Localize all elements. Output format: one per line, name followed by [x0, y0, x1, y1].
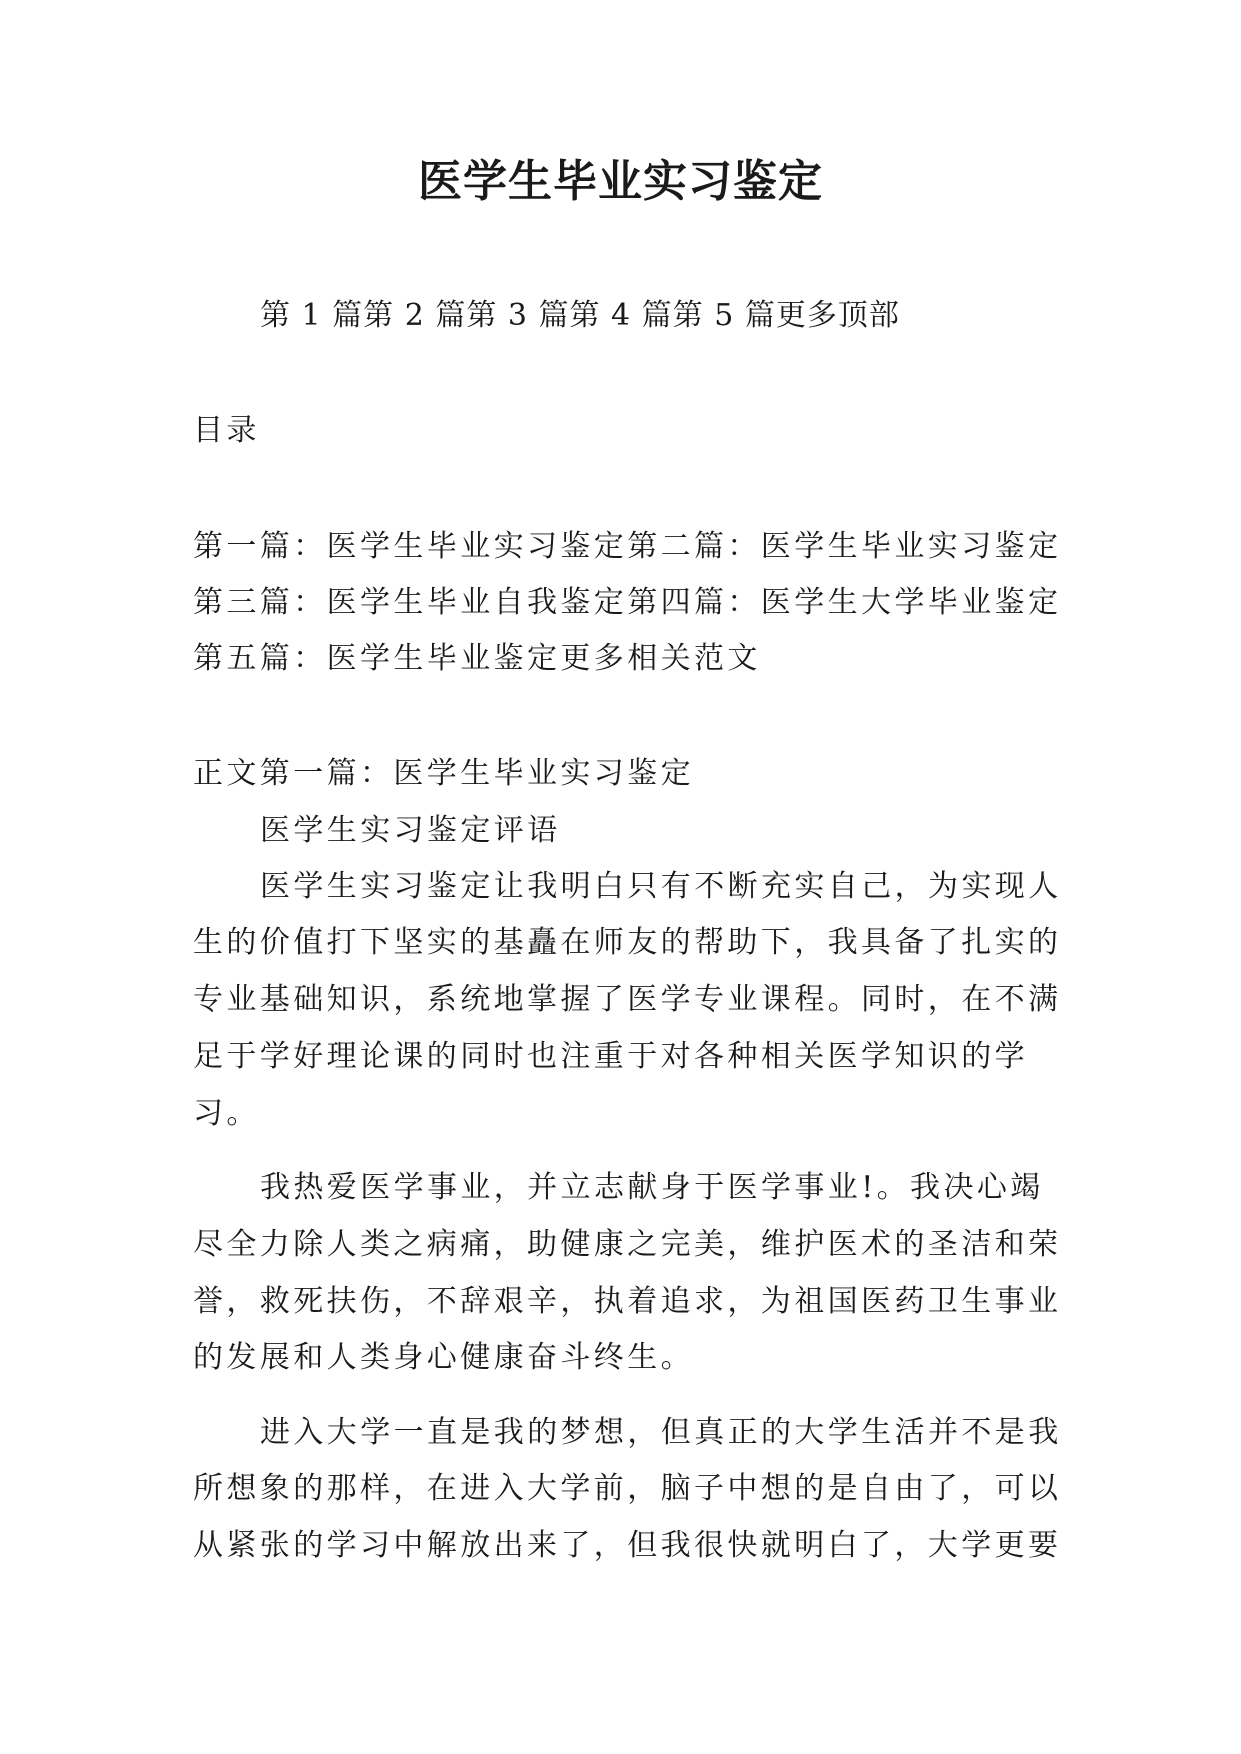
body-line: 生的价值打下坚实的基矗在师友的帮助下，我具备了扎实的: [193, 925, 1062, 960]
section-heading: 正文第一篇：医学生毕业实习鉴定: [193, 756, 694, 791]
nav-link-part-4[interactable]: 第 4 篇: [569, 298, 673, 333]
nav-link-part-2[interactable]: 第 2 篇: [363, 298, 467, 333]
nav-link-part-1[interactable]: 第 1 篇: [260, 298, 364, 333]
toc-heading: 目录: [193, 413, 260, 448]
body-line: 我热爱医学事业，并立志献身于医学事业!。我决心竭: [260, 1170, 1044, 1205]
nav-link-top[interactable]: 顶部: [837, 298, 900, 333]
toc-line: 第一篇：医学生毕业实习鉴定第二篇：医学生毕业实习鉴定: [193, 529, 1062, 564]
body-line: 誉，救死扶伤，不辞艰辛，执着追求，为祖国医药卫生事业: [193, 1284, 1062, 1319]
toc-line: 第五篇：医学生毕业鉴定更多相关范文: [193, 641, 761, 676]
body-line: 所想象的那样，在进入大学前，脑子中想的是自由了，可以: [193, 1471, 1062, 1506]
nav-link-part-5[interactable]: 第 5 篇: [672, 298, 776, 333]
body-line: 医学生实习鉴定让我明白只有不断充实自己，为实现人: [260, 869, 1062, 904]
body-line: 专业基础知识，系统地掌握了医学专业课程。同时，在不满: [193, 982, 1062, 1017]
body-line: 习。: [193, 1096, 260, 1131]
body-line: 的发展和人类身心健康奋斗终生。: [193, 1340, 694, 1375]
toc-line: 第三篇：医学生毕业自我鉴定第四篇：医学生大学毕业鉴定: [193, 585, 1062, 620]
body-line: 从紧张的学习中解放出来了，但我很快就明白了，大学更要: [193, 1528, 1062, 1563]
subheading: 医学生实习鉴定评语: [260, 813, 561, 848]
document-title: 医学生毕业实习鉴定: [418, 156, 823, 207]
body-line: 进入大学一直是我的梦想，但真正的大学生活并不是我: [260, 1415, 1062, 1450]
nav-link-more[interactable]: 更多: [775, 298, 838, 333]
nav-link-part-3[interactable]: 第 3 篇: [466, 298, 570, 333]
body-line: 足于学好理论课的同时也注重于对各种相关医学知识的学: [193, 1039, 1028, 1074]
section-nav: [260, 296, 900, 336]
body-line: 尽全力除人类之病痛，助健康之完美，维护医术的圣洁和荣: [193, 1227, 1062, 1262]
